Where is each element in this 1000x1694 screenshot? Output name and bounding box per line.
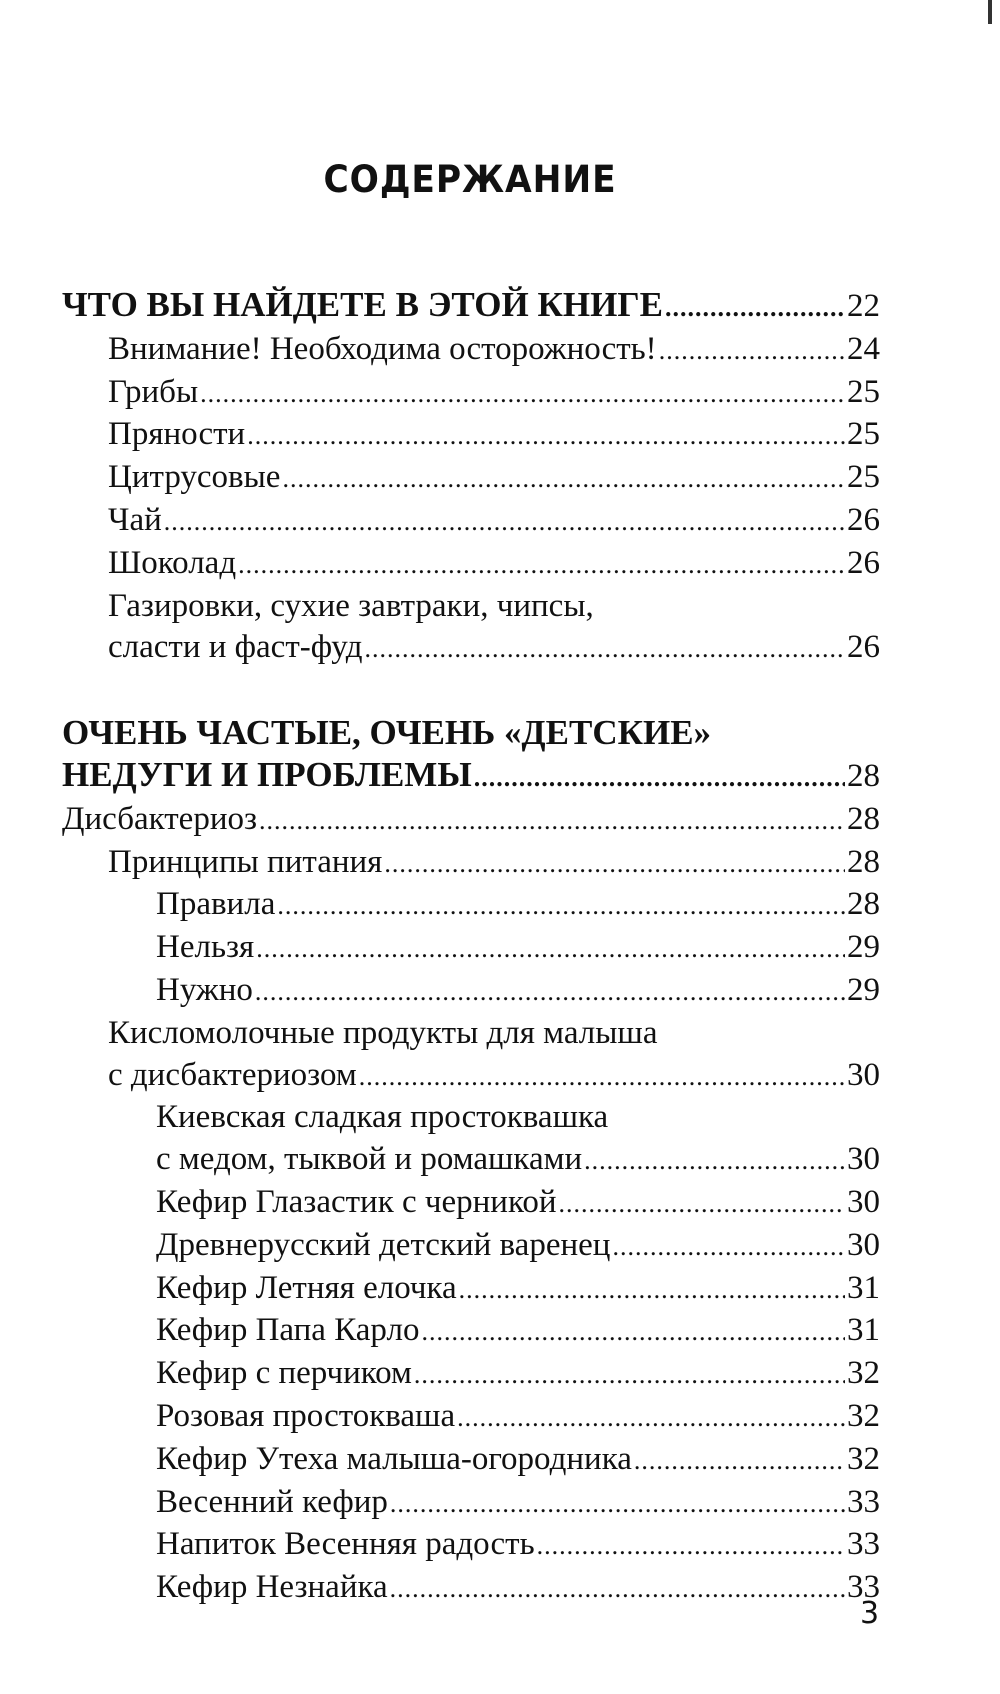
toc-entry <box>62 1524 880 1567</box>
dot-leader <box>365 628 845 670</box>
dot-leader <box>282 458 845 500</box>
toc-entry <box>62 329 880 372</box>
toc-entry-title: Дисбактериоз <box>62 800 258 837</box>
page-edge-mark <box>988 0 992 24</box>
toc-page-number: 28 <box>847 757 880 794</box>
toc-page-number: 25 <box>847 459 880 496</box>
toc-entry-title: Кефир Глазастик с черникой <box>156 1183 557 1220</box>
toc-entry-title: Кефир Незнайка <box>156 1569 388 1606</box>
dot-leader <box>277 885 845 927</box>
toc-entry-title: Принципы питания <box>108 843 383 880</box>
toc-entry-title: Грибы <box>108 373 199 410</box>
dot-leader <box>474 757 845 799</box>
toc-entry-title: Весенний кефир <box>156 1483 388 1520</box>
toc-entry-first-line: Кисломолочные продукты для малыша <box>108 1014 658 1051</box>
toc-entry <box>62 372 880 415</box>
toc-page-number: 32 <box>847 1440 880 1477</box>
toc-entry <box>62 1396 880 1439</box>
toc-entry <box>62 543 880 586</box>
toc-entry <box>62 1182 880 1225</box>
dot-leader <box>238 544 845 586</box>
toc-section-title: НЕДУГИ И ПРОБЛЕМЫ <box>62 754 472 794</box>
toc-entry <box>62 1482 880 1525</box>
toc-page-number: 29 <box>847 971 880 1008</box>
toc-page-number: 30 <box>847 1183 880 1220</box>
toc-entry <box>62 414 880 457</box>
toc-entry-title: Нельзя <box>156 929 255 966</box>
toc-page-number: 28 <box>847 800 880 837</box>
toc-entry-title: Правила <box>156 886 276 923</box>
toc-page-number: 30 <box>847 1141 880 1178</box>
dot-leader <box>634 1440 845 1482</box>
dot-leader <box>255 971 845 1013</box>
toc-entry-title: Кефир с перчиком <box>156 1355 412 1392</box>
dot-leader <box>414 1354 845 1396</box>
table-of-contents <box>62 284 880 1610</box>
toc-page-number: 33 <box>847 1483 880 1520</box>
toc-page-number: 30 <box>847 1056 880 1093</box>
toc-entry-title: Пряности <box>108 416 246 453</box>
toc-entry <box>62 1139 880 1182</box>
toc-entry <box>62 927 880 970</box>
toc-section-heading-first-line: ОЧЕНЬ ЧАСТЫЕ, ОЧЕНЬ «ДЕТСКИЕ» <box>62 713 712 753</box>
toc-entry-title: с медом, тыквой и ромашками <box>156 1141 583 1178</box>
toc-page-number: 30 <box>847 1226 880 1263</box>
toc-entry <box>62 970 880 1013</box>
toc-section-heading <box>62 754 880 799</box>
dot-leader <box>421 1311 845 1353</box>
dot-leader <box>537 1525 845 1567</box>
toc-entry-title: Внимание! Необходима осторожность! <box>108 330 657 367</box>
toc-entry-first-line: Киевская сладкая простоквашка <box>156 1099 609 1136</box>
toc-page-number: 31 <box>847 1312 880 1349</box>
page-number: 3 <box>860 1596 880 1631</box>
dot-leader <box>390 1568 845 1610</box>
toc-entry <box>62 627 880 670</box>
dot-leader <box>584 1140 845 1182</box>
toc-entry-title: Кефир Утеха малыша-огородника <box>156 1440 632 1477</box>
toc-page-number: 29 <box>847 929 880 966</box>
dot-leader <box>558 1183 845 1225</box>
toc-section-title: ЧТО ВЫ НАЙДЕТЕ В ЭТОЙ КНИГЕ <box>62 285 663 324</box>
toc-entry-title: Кефир Летняя елочка <box>156 1269 457 1306</box>
dot-leader <box>457 1397 845 1439</box>
toc-entry <box>62 799 880 842</box>
toc-entry-title: Розовая простокваша <box>156 1397 456 1434</box>
toc-page-number: 33 <box>847 1569 880 1606</box>
toc-page-number: 25 <box>847 416 880 453</box>
toc-page-number: 22 <box>847 288 880 324</box>
toc-entry <box>62 1310 880 1353</box>
toc-page-number: 24 <box>847 330 880 367</box>
toc-entry <box>62 1567 880 1610</box>
dot-leader <box>659 330 845 372</box>
toc-entry-title: сласти и фаст-фуд <box>108 629 363 666</box>
toc-entry-title: с дисбактериозом <box>108 1056 357 1093</box>
toc-entry-title: Древнерусский детский варенец <box>156 1226 611 1263</box>
toc-entry <box>62 1268 880 1311</box>
toc-entry-first-line: Газировки, сухие завтраки, чипсы, <box>108 587 594 624</box>
dot-leader <box>256 928 845 970</box>
toc-entry-title: Кефир Папа Карло <box>156 1312 420 1349</box>
toc-page-number: 28 <box>847 843 880 880</box>
toc-entry <box>62 842 880 885</box>
dot-leader <box>459 1269 845 1311</box>
dot-leader <box>359 1056 845 1098</box>
dot-leader <box>247 415 845 457</box>
dot-leader <box>665 287 845 329</box>
page-title: СОДЕРЖАНИЕ <box>323 158 617 201</box>
toc-page-number: 26 <box>847 501 880 538</box>
toc-entry-title: Шоколад <box>108 544 237 581</box>
toc-entry <box>62 1225 880 1268</box>
dot-leader <box>259 800 845 842</box>
toc-entry <box>62 1055 880 1098</box>
dot-leader <box>200 373 845 415</box>
toc-entry <box>62 457 880 500</box>
toc-page-number: 28 <box>847 886 880 923</box>
toc-entry-title: Нужно <box>156 971 253 1008</box>
dot-leader <box>390 1483 845 1525</box>
toc-page-number: 26 <box>847 544 880 581</box>
toc-entry-title: Цитрусовые <box>108 459 281 496</box>
toc-entry <box>62 884 880 927</box>
toc-page-number: 31 <box>847 1269 880 1306</box>
toc-section-heading <box>62 284 880 329</box>
toc-page-number: 25 <box>847 373 880 410</box>
dot-leader <box>612 1226 845 1268</box>
toc-page-number: 26 <box>847 629 880 666</box>
dot-leader <box>384 843 845 885</box>
toc-entry <box>62 500 880 543</box>
dot-leader <box>164 501 845 543</box>
toc-entry-title: Напиток Весенняя радость <box>156 1526 535 1563</box>
toc-page-number: 32 <box>847 1397 880 1434</box>
toc-entry <box>62 1439 880 1482</box>
toc-entry-title: Чай <box>108 501 162 538</box>
toc-entry <box>62 1353 880 1396</box>
toc-page-number: 33 <box>847 1526 880 1563</box>
toc-page-number: 32 <box>847 1355 880 1392</box>
